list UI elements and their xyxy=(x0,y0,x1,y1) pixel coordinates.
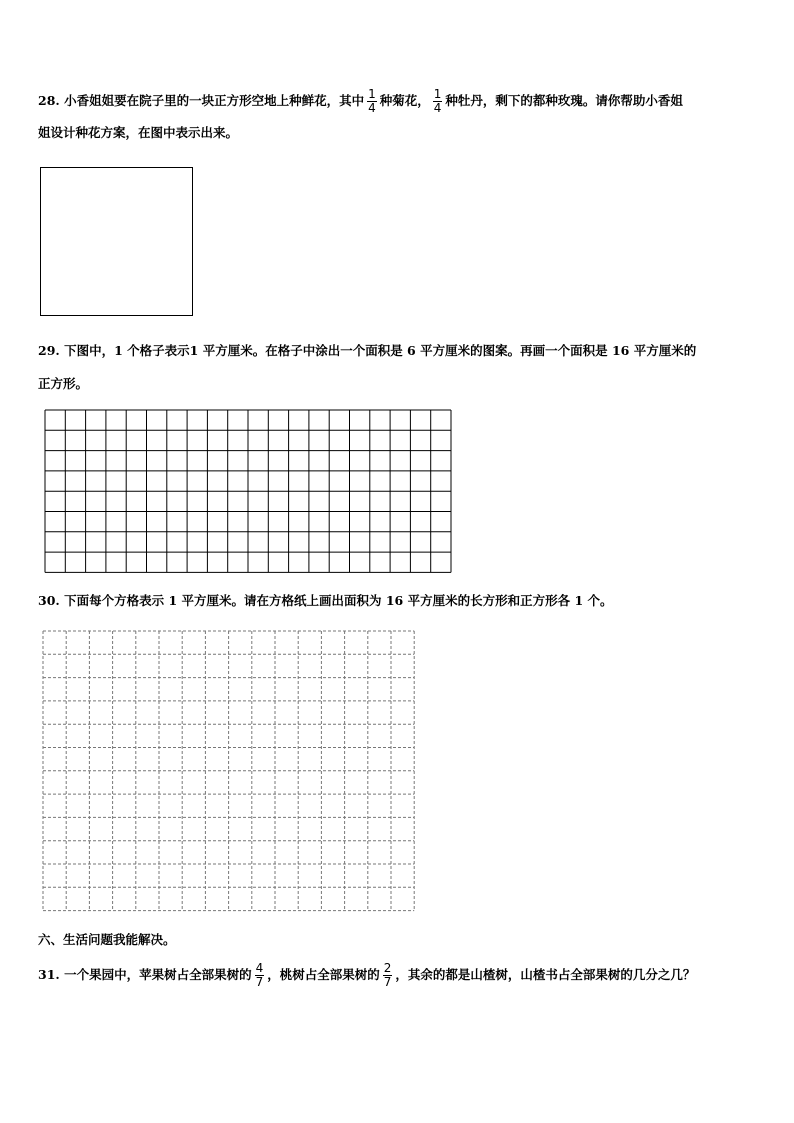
fraction: $\frac{2}{7}$ xyxy=(383,961,392,989)
question-number: 30. xyxy=(38,593,60,608)
question-number: 29. xyxy=(38,343,60,358)
square-grid-q29[interactable] xyxy=(44,409,454,575)
question-29-line2: 正方形。 xyxy=(38,376,89,391)
question-text: 一个果园中，苹果树占全部果树的 xyxy=(64,967,252,982)
question-31 xyxy=(38,962,695,989)
question-29 xyxy=(38,343,696,359)
question-30 xyxy=(38,593,613,609)
question-text: ，其余的都是山楂树，山楂书占全部果树的几分之几？ xyxy=(395,967,696,982)
question-number: 31. xyxy=(38,967,60,982)
question-28-line2: 姐设计种花方案，在图中表示出来。 xyxy=(38,125,239,140)
fraction: $\frac{1}{4}$ xyxy=(433,87,442,115)
question-28 xyxy=(38,88,683,115)
question-text: 下图中，1 个格子表示1 平方厘米。在格子中涂出一个面积是 6 平方厘米的图案。再画一个面积是 16 平方厘米的 xyxy=(64,343,697,358)
question-text: 小香姐姐要在院子里的一块正方形空地上种鲜花，其中 xyxy=(64,93,365,108)
section-title: 六、生活问题我能解决。 xyxy=(38,932,176,947)
question-text: 种牡丹，剩下的都种玫瑰。请你帮助小香姐 xyxy=(445,93,683,108)
question-text: ，桃树占全部果树的 xyxy=(267,967,380,982)
question-number: 28. xyxy=(38,93,60,108)
square-plot-drawing-area[interactable] xyxy=(40,167,193,316)
dashed-grid-q30[interactable] xyxy=(42,630,418,914)
fraction: $\frac{4}{7}$ xyxy=(255,961,264,989)
fraction: $\frac{1}{4}$ xyxy=(368,87,376,115)
question-text: 下面每个方格表示 1 平方厘米。请在方格纸上画出面积为 16 平方厘米的长方形和正方形各 1 个。 xyxy=(64,593,613,608)
question-text: 种菊花， xyxy=(379,93,430,108)
